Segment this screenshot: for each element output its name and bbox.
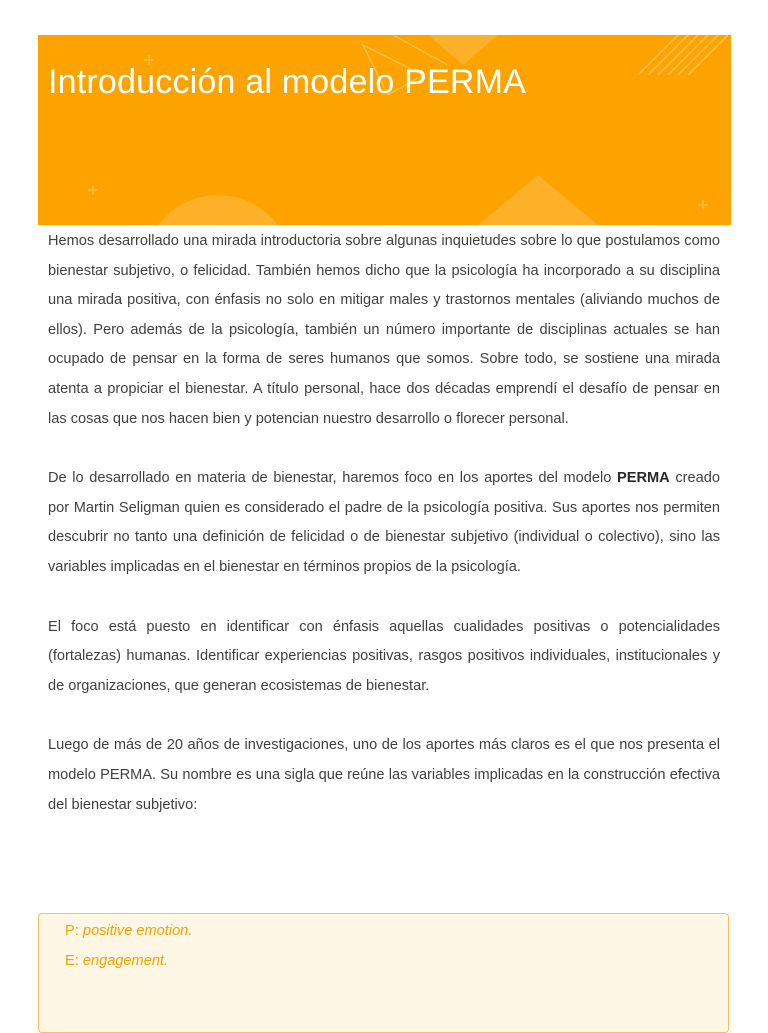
perma-letter: P: [65,923,83,939]
perma-bold-term: PERMA [617,470,670,487]
perma-item-p [65,917,728,947]
perma-term: engagement. [82,952,169,969]
paragraph-intro: Hemos desarrollado una mirada introductoria sobre algunas inquietudes sobre lo que postulamos como bienestar subjetivo, o felicidad. También hemos dicho que la psicología ha incorporado a su disciplina una mirada positiva, con énfasis no solo en mitigar males y trastornos mentales (aliviando muchos de ellos). Pero además de la psicología, también un número importante de disciplinas actuales se han ocupado de pensar en la forma de seres humanos que somos. Sobre todo, se sostiene una mirada atenta a propiciar el bienestar. A título personal, hace dos décadas emprendí el desafío de pensar en las cosas que nos hacen bien y potencian nuestro desarrollo o florecer personal. [48,233,720,427]
paragraph-focus: El foco está puesto en identificar con énfasis aquellas cualidades positivas o potencialidades (fortalezas) humanas. Identificar experiencias positivas, rasgos positivos individuales, institucionales y de organizaciones, que generan ecosistemas de bienestar. [48,618,720,694]
article-body [48,227,720,850]
perma-letter: E: [65,952,83,969]
paragraph-perma-end: creado por Martin Seligman quien es considerado el padre de la psicología positiva. Sus aportes nos permiten descubrir no tanto una definición de felicidad o de bienestar subjetivo (individual o colectivo), sino las variables implicadas en el bienestar en términos propios de la psicología. [48,470,720,575]
page-title: Introducción al modelo PERMA [48,63,527,101]
perma-term: positive emotion. [82,923,193,939]
paragraph-perma-start: De lo desarrollado en materia de bienestar, haremos foco en los aportes del modelo [48,470,618,487]
perma-item-e [65,947,728,977]
header-banner [38,35,731,225]
perma-list [39,914,728,976]
paragraph-perma [48,464,720,582]
paragraph-research: Luego de más de 20 años de investigaciones, uno de los aportes más claros es el que nos presenta el modelo PERMA. Su nombre es una sigla que reúne las variables implicadas en la construcción efectiva del bienestar subjetivo: [48,737,720,813]
perma-callout-box [38,913,729,1033]
